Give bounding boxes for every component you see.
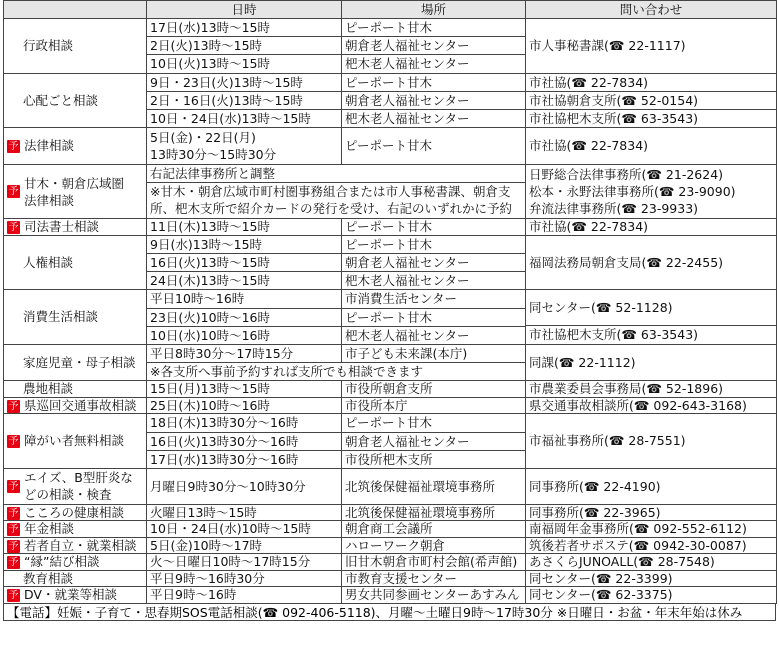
category-label-line: 甘木・朝倉広域圏: [24, 175, 125, 191]
contact-cell: 市福祉事務所(☎ 28-7551): [526, 414, 777, 469]
table-row: [4, 554, 777, 571]
place-text: 市子ども未来課(本庁): [345, 345, 468, 361]
category-nenkin: [4, 521, 147, 538]
category-label: 年金相談: [24, 521, 75, 537]
note-line: ※甘木・朝倉広域市町村圏事務組合または市人事秘書課、朝倉支所、杷木支所で紹介カードの発行を受け、右記のいずれかに予約: [150, 184, 513, 216]
date-line: 2日(火)13時～15時: [147, 37, 341, 55]
contact-cell: 市社協(☎ 22-7834): [526, 128, 777, 165]
place-cell: 市役所本庁: [342, 397, 526, 414]
places-cell: [342, 414, 526, 469]
place-line: 朝倉老人福祉センター: [342, 92, 525, 110]
place-line: 市消費生活センター: [342, 290, 525, 308]
date-place-line: [147, 345, 525, 363]
category-shohi: 消費生活相談: [4, 290, 147, 345]
reservation-badge: 予: [8, 557, 19, 569]
contact-cell: 南福岡年金事務所(☎ 092-552-6112): [526, 521, 777, 538]
place-line: 杷木老人福祉センター: [345, 110, 470, 126]
place-cell: ハローワーク朝倉: [342, 537, 526, 554]
place-line: 朝倉老人福祉センター: [342, 37, 525, 55]
date-line: 17日(水)13時～15時: [147, 19, 341, 37]
contacts-cell: [526, 290, 777, 345]
date-line: 2日・16日(火)13時～15時: [147, 92, 341, 110]
place-line: ピーポート甘木: [342, 74, 525, 92]
table-row: [4, 381, 777, 398]
category-label: “縁”結び相談: [24, 554, 100, 570]
contact-cell: 市人事秘書課(☎ 22-1117): [526, 19, 777, 74]
category-label-line: エイズ、B型肝炎な: [24, 470, 133, 486]
category-gyosei: 行政相談: [4, 19, 147, 74]
header-category: [4, 1, 147, 19]
category-dv: [4, 587, 147, 604]
table-row: [4, 219, 777, 236]
reservation-badge: 予: [8, 186, 19, 198]
category-horitsu: [4, 128, 147, 165]
place-cell: 市教育支援センター: [342, 570, 526, 587]
place-line: 朝倉老人福祉センター: [342, 254, 525, 272]
date-line: 5日(金)・22日(月): [150, 130, 256, 146]
category-label: こころの健康相談: [24, 504, 125, 520]
note-line: ※各支所へ事前予約すれば支所でも相談できます: [150, 364, 423, 380]
contact-line: 松本・永野法律事務所(☎ 23-9090): [529, 184, 736, 200]
place-line: ピーポート甘木: [342, 414, 525, 432]
dates-cell: [147, 73, 342, 128]
date-line: 10日(火)13時～15時: [150, 56, 270, 72]
category-wakamono: [4, 537, 147, 554]
category-aids: [4, 468, 147, 504]
contact-line: 日野総合法律事務所(☎ 21-2624): [529, 167, 724, 183]
place-line: 杷木老人福祉センター: [345, 327, 470, 343]
category-label: 若者自立・就業相談: [24, 537, 137, 553]
table-row: [4, 165, 777, 219]
header-datetime: 日時: [147, 1, 342, 19]
consultation-table: [3, 0, 777, 604]
place-cell: 旧甘木朝倉市町村会館(希声館): [342, 554, 526, 571]
reservation-badge: 予: [8, 436, 19, 448]
date-line: 16日(火)13時～15時: [147, 254, 341, 272]
dates-cell: [147, 290, 342, 345]
places-cell: [342, 73, 526, 128]
table-row: [4, 397, 777, 414]
phone-footer: 【電話】妊娠・子育て・思春期SOS電話相談(☎ 092-406-5118)、月曜～土曜日9時～17時30分 ※日曜日・お盆・年末年始は休み: [3, 604, 776, 621]
places-cell: [342, 235, 526, 290]
header-contact: 問い合わせ: [526, 1, 777, 19]
contact-line: 市社協杷木支所(☎ 63-3543): [529, 110, 699, 126]
table-row: [4, 128, 777, 165]
date-line: 23日(火)10時～16時: [147, 309, 341, 327]
contact-cell: 同センター(☎ 22-3399): [526, 570, 777, 587]
contact-line: 同センター(☎ 52-1128): [526, 291, 776, 326]
date-line: 9日(水)13時～15時: [147, 236, 341, 254]
contact-cell: 県交通事故相談所(☎ 092-643-3168): [526, 397, 777, 414]
category-label: DV・就業等相談: [24, 587, 117, 603]
date-cell: 月曜日9時30分～10時30分: [147, 468, 342, 504]
category-shinpai: 心配ごと相談: [4, 73, 147, 128]
category-kyoiku: 教育相談: [4, 570, 147, 587]
place-line: 朝倉老人福祉センター: [342, 433, 525, 451]
place-line: 杷木老人福祉センター: [345, 273, 470, 289]
header-row: [4, 1, 777, 19]
date-cell: 平日9時～16時: [147, 587, 342, 604]
contact-cell: 市農業委員会事務局(☎ 52-1896): [526, 381, 777, 398]
date-cell: 5日(金)10時～17時: [147, 537, 342, 554]
contact-cell: 同課(☎ 22-1112): [526, 344, 777, 380]
places-cell: [342, 290, 526, 345]
header-place: 場所: [342, 1, 526, 19]
contacts-cell: [526, 73, 777, 128]
date-text: 平日8時30分～17時15分: [147, 345, 342, 362]
category-label: [24, 469, 133, 503]
table-row: [4, 570, 777, 587]
category-label: [24, 175, 124, 209]
table-row: [4, 587, 777, 604]
table-row: [4, 468, 777, 504]
date-cell: 25日(木)10時～16時: [147, 397, 342, 414]
table-row: [4, 504, 777, 521]
date-cell: 平日9時～16時30分: [147, 570, 342, 587]
date-cell: 火～日曜日10時～17時15分: [147, 554, 342, 571]
contact-line: 市社協朝倉支所(☎ 52-0154): [526, 92, 776, 110]
place-cell: 朝倉商工会議所: [342, 521, 526, 538]
category-label: 法律相談: [24, 138, 75, 154]
category-kotsu: [4, 397, 147, 414]
category-koiki: [4, 165, 147, 219]
date-line: 10日・24日(水)13時～15時: [150, 110, 311, 126]
place-line: ピーポート甘木: [342, 19, 525, 37]
date-line: 9日・23日(火)13時～15時: [147, 74, 341, 92]
contact-cell: 筑後若者サポステ(☎ 0942-30-0087): [526, 537, 777, 554]
date-cell: 10日・24日(水)10時～15時: [147, 521, 342, 538]
date-line: 右記法律事務所と調整: [147, 165, 525, 183]
table-row: [4, 73, 777, 128]
place-line: 市役所杷木支所: [345, 451, 433, 467]
contact-cell: 同センター(☎ 62-3375): [526, 587, 777, 604]
category-shogai: [4, 414, 147, 469]
date-cell: 火曜日13時～15時: [147, 504, 342, 521]
table-row: [4, 344, 777, 380]
place-line: 杷木老人福祉センター: [345, 56, 470, 72]
place-cell: ピーポート甘木: [342, 219, 526, 236]
category-label-line: 法律相談: [24, 192, 75, 208]
date-line: 10日(水)10時～16時: [150, 327, 270, 343]
contact-cell: 市社協(☎ 22-7834): [526, 219, 777, 236]
date-line: 18日(木)13時30分～16時: [147, 414, 341, 432]
places-cell: [342, 19, 526, 74]
category-label-line: どの相談・検査: [24, 487, 112, 503]
place-cell: 北筑後保健福祉環境事務所: [342, 468, 526, 504]
contact-cell: あさくらJUNOALL(☎ 28-7548): [526, 554, 777, 571]
category-katei: 家庭児童・母子相談: [4, 344, 147, 380]
category-shiho: [4, 219, 147, 236]
contact-cell: 福岡法務局朝倉支局(☎ 22-2455): [526, 235, 777, 290]
table-row: [4, 537, 777, 554]
place-cell: 市役所朝倉支所: [342, 381, 526, 398]
table-row: [4, 414, 777, 469]
reservation-badge: 予: [8, 400, 19, 412]
category-nochi: 農地相談: [4, 381, 147, 398]
place-line: ピーポート甘木: [342, 309, 525, 327]
date-cell: 11日(木)13時～15時: [147, 219, 342, 236]
place-cell: 北筑後保健福祉環境事務所: [342, 504, 526, 521]
dates-cell: [147, 344, 526, 380]
contact-cell: 同事務所(☎ 22-3965): [526, 504, 777, 521]
contact-line: 市社協杷木支所(☎ 63-3543): [529, 327, 699, 343]
dates-cell: [147, 19, 342, 74]
contact-cell: 同事務所(☎ 22-4190): [526, 468, 777, 504]
category-label: 司法書士相談: [24, 219, 100, 235]
reservation-badge: 予: [8, 507, 19, 519]
table-row: [4, 521, 777, 538]
category-kokoro: [4, 504, 147, 521]
date-line: 24日(木)13時～15時: [150, 273, 270, 289]
contact-line: 弁流法律事務所(☎ 23-9933): [529, 201, 699, 217]
place-line: ピーポート甘木: [342, 236, 525, 254]
category-label: 障がい者無料相談: [24, 433, 125, 449]
reservation-badge: 予: [8, 524, 19, 536]
place-cell: 男女共同参画センターあすみん: [342, 587, 526, 604]
dates-cell: [147, 128, 342, 165]
date-line: 17日(水)13時30分～16時: [150, 451, 299, 467]
date-line: 13時30分～15時30分: [150, 147, 277, 163]
dates-cell: [147, 414, 342, 469]
contact-line: 市社協(☎ 22-7834): [526, 74, 776, 92]
date-line: 平日10時～16時: [147, 290, 341, 308]
table-row: [4, 290, 777, 345]
reservation-badge: 予: [8, 480, 19, 492]
dates-cell: [147, 235, 342, 290]
date-line: 16日(火)13時30分～16時: [147, 433, 341, 451]
category-en: [4, 554, 147, 571]
dates-cell: [147, 165, 526, 219]
place-cell: ピーポート甘木: [342, 128, 526, 165]
table-row: [4, 235, 777, 290]
category-label: 県巡回交通事故相談: [24, 397, 137, 413]
reservation-badge: 予: [8, 222, 19, 234]
date-cell: 15日(月)13時～15時: [147, 381, 342, 398]
category-jinken: 人権相談: [4, 235, 147, 290]
reservation-badge: 予: [8, 590, 19, 602]
reservation-badge: 予: [8, 141, 19, 153]
reservation-badge: 予: [8, 540, 19, 552]
table-row: [4, 19, 777, 74]
contacts-cell: [526, 165, 777, 219]
